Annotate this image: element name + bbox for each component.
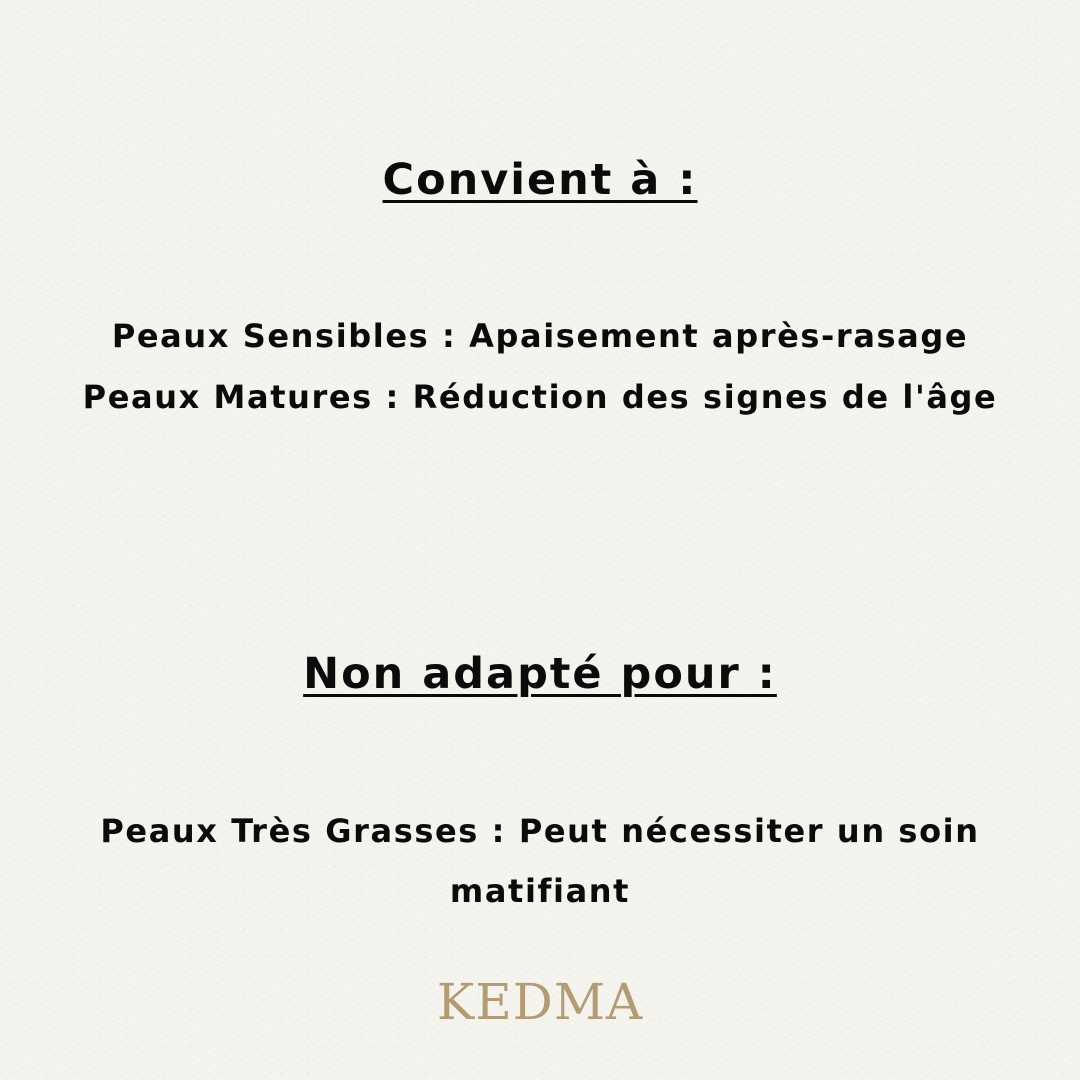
suitable-heading xyxy=(0,152,1080,208)
suitable-item-sensitive-skin: Peaux Sensibles : Apaisement après-rasage xyxy=(111,317,969,355)
not-suitable-heading-text: Non adapté pour : xyxy=(303,649,777,699)
suitable-item-mature-skin: Peaux Matures : Réduction des signes de l'âge xyxy=(82,378,998,416)
not-suitable-item-oily-skin: Peaux Très Grasses : Peut nécessiter un soin matifiant xyxy=(100,812,980,910)
suitable-heading-text: Convient à : xyxy=(382,155,698,205)
brand-logo: KEDMA xyxy=(436,973,644,1031)
not-suitable-heading xyxy=(0,646,1080,702)
